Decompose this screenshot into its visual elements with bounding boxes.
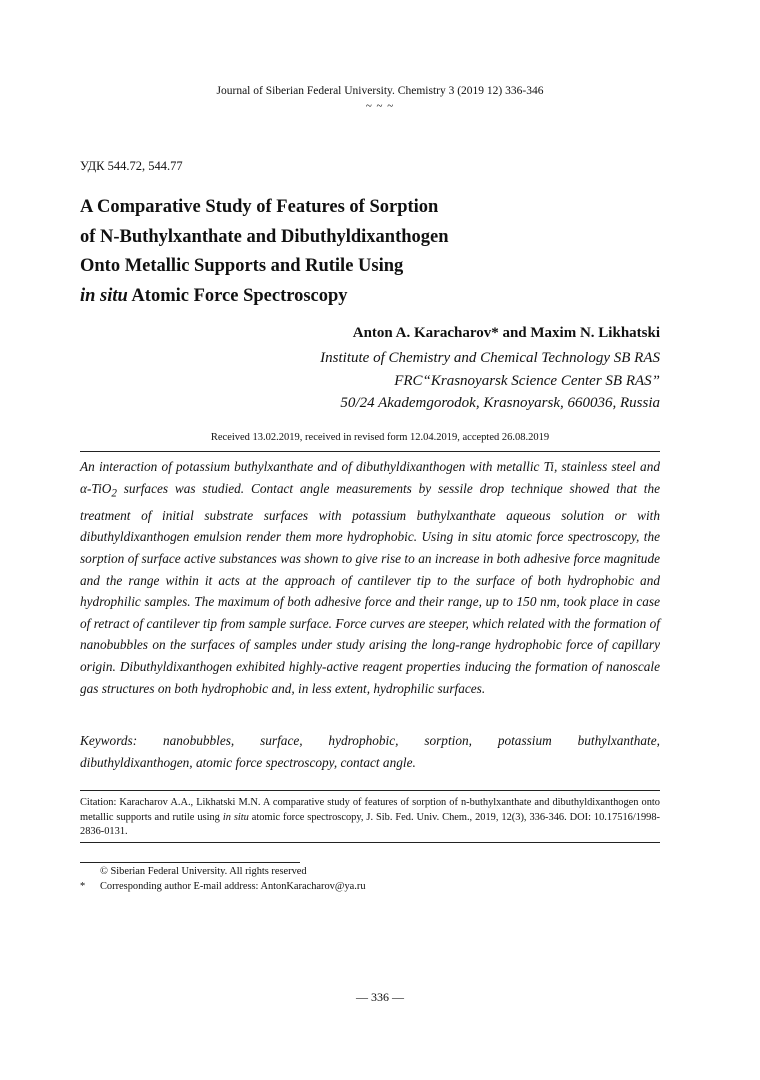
affiliation-line-2: FRC“Krasnoyarsk Science Center SB RAS”	[394, 372, 660, 389]
title-line-2: of N-Buthylxanthate and Dibuthyldixanthogen	[80, 226, 449, 247]
divider-top	[80, 451, 660, 452]
authors: Anton A. Karacharov* and Maxim N. Likhatski	[352, 325, 660, 341]
affiliation	[320, 347, 660, 415]
keywords-line-1	[80, 730, 660, 752]
keyword: potassium	[497, 733, 552, 748]
footnote-divider	[80, 862, 300, 863]
affiliation-line-1: Institute of Chemistry and Chemical Technology SB RAS	[320, 350, 660, 366]
title-line-3: Onto Metallic Supports and Rutile Using	[80, 256, 404, 276]
abstract-part-1: An interaction of potassium buthylxanthate and of dibuthyldixanthogen with metallic Ti, stainless steel and α-TiO	[80, 459, 660, 496]
title-line-4	[80, 282, 640, 312]
keyword: hydrophobic,	[328, 733, 399, 748]
udk-code: УДК 544.72, 544.77	[80, 159, 183, 173]
keywords-label: Keywords:	[80, 733, 138, 748]
abstract-part-2: surfaces was studied. Contact angle measurements by sessile drop technique showed that the treatment of initial substrate surfaces with potassium buthylxanthate aqueous solution or with dibuthyldixanthogen emulsion render them more hydrophobic. Using in situ atomic force spectroscopy, the sorption of surface active substances was shown to give rise to an increase in both adhesive force magnitude and the range within it acts at the approach of cantilever tip to the surface of both hydrophobic and hydrophilic samples. The maximum of both adhesive force and their range, up to 150 nm, took place in case of retract of cantilever tip from sample surface. Force curves are steeper, which related with the formation of nanobubbles on the surfaces of samples under study arising the long-range hydrophobic force of capillary origin. Dibuthyldixanthogen exhibited highly-active reagent properties inducing the formation of nanoscale gas structures on both hydrophobic and, in less extent, hydrophilic surfaces.	[80, 480, 660, 696]
abstract	[80, 456, 660, 699]
title-line-4-rest: Atomic Force Spectroscopy	[127, 285, 348, 306]
footnote-star: *	[80, 881, 86, 892]
keyword: buthylxanthate,	[577, 733, 660, 748]
divider-citation-top	[80, 790, 660, 791]
keyword: sorption,	[424, 733, 472, 748]
citation-in-situ: in situ	[222, 811, 249, 823]
citation	[80, 796, 660, 840]
corresponding-author-note	[80, 881, 366, 892]
keywords	[80, 730, 660, 773]
received-dates: Received 13.02.2019, received in revised form 12.04.2019, accepted 26.08.2019	[210, 432, 550, 443]
affiliation-line-3: 50/24 Akademgorodok, Krasnoyarsk, 660036, Russia	[340, 395, 660, 411]
citation-part-2: atomic force spectroscopy, J. Sib. Fed. Univ. Chem., 2019, 12(3), 336-346. DOI: 10.17516/1998-2836-0131.	[80, 811, 661, 837]
corresponding-author-email: Corresponding author E-mail address: AntonKaracharov@ya.ru	[100, 881, 366, 892]
title-in-situ: in situ	[80, 285, 128, 306]
journal-header: Journal of Siberian Federal University. Chemistry 3 (2019 12) 336-346	[216, 85, 544, 97]
paper-title	[80, 193, 640, 311]
page-number: — 336 —	[356, 990, 404, 1004]
keyword: nanobubbles,	[162, 733, 235, 748]
abstract-subscript: 2	[111, 487, 117, 500]
title-line-1: A Comparative Study of Features of Sorption	[80, 197, 439, 217]
copyright-note: © Siberian Federal University. All rights reserved	[100, 866, 307, 877]
citation-part-1: Citation: Karacharov A.A., Likhatski M.N. A comparative study of features of sorption of n-buthylxanthate and dibuthyldixanthogen onto metallic supports and rutile using	[80, 797, 660, 823]
divider-citation-bottom	[80, 842, 660, 843]
header-separator: ~ ~ ~	[365, 100, 395, 112]
keywords-line-2: dibuthyldixanthogen, atomic force spectroscopy, contact angle.	[80, 754, 416, 770]
keyword: surface,	[260, 733, 303, 748]
